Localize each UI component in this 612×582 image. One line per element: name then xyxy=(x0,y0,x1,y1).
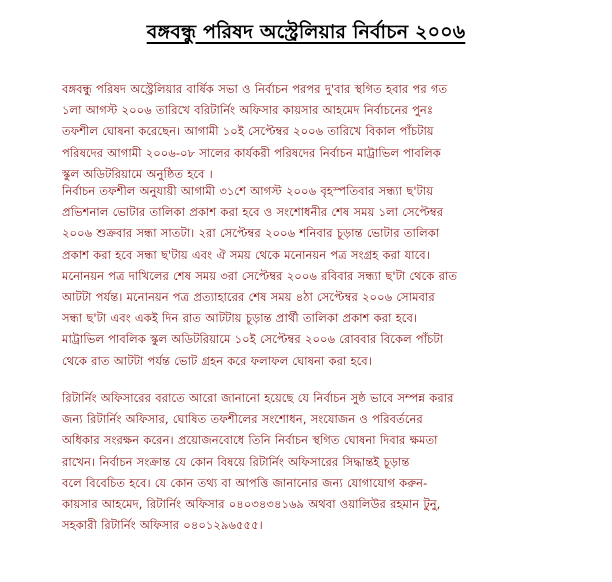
paragraph-line: বঙ্গবন্ধু পরিষদ অস্ট্রেলিয়ার বার্ষিক সভা ও নির্বাচন পরপর দু'বার স্থগিত হবার পর গত xyxy=(62,82,448,96)
paragraph-line: তফশীল ঘোষনা করেছেন। আগামী ১০ই সেপ্টেম্বর ২০০৬ তারিখে বিকাল পাঁচটায় xyxy=(62,124,434,139)
paragraph-line: বলে বিবেচিত হবে। যে কোন তথ্য বা আপত্তি জানানোর জন্য যোগাযোগ করুন- xyxy=(62,475,428,490)
paragraph-line: প্রভিশনাল ভোটার তালিকা প্রকাশ করা হবে ও সংশোধনীর শেষ সময় ১লা সেপ্টেম্বর xyxy=(62,205,444,220)
paragraph-line: অধিকার সংরক্ষন করেন। প্রয়োজনবোধে তিনি নির্বাচন স্থগিত ঘোষনা দিবার ক্ষমতা xyxy=(62,433,438,448)
paragraph-line: জন্য রিটার্নিং অফিসার, ঘোষিত তফশীলের সংশোধন, সংযোজন ও পরিবর্তনের xyxy=(62,412,423,427)
paragraph-line: সহকারী রিটার্নিং অফিসার ০৪০১২৯৬৫৫৫। xyxy=(62,518,263,533)
paragraph-line: কায়সার আহমেদ, রিটার্নিং অফিসার ০৪০৩৪৩৪১৬৯ অথবা ওয়ালিউর রহমান টুনু, xyxy=(62,497,441,512)
paragraph-line: সন্ধা ছ'টা এবং একই দিন রাত আটটায় চূড়ান্ত প্রার্থী তালিকা প্রকাশ করা হবে। xyxy=(62,311,418,326)
paragraph-election-schedule xyxy=(62,181,597,372)
paragraph-line: পরিষদের আগামী ২০০৬-০৮ সালের কার্যকরী পরিষদের নির্বাচন মাট্রাভিল পাবলিক xyxy=(62,145,441,160)
paragraph-election-announcement xyxy=(62,79,597,185)
paragraph-line: নির্বাচন তফশীল অনুযায়ী আগামী ৩১শে আগস্ট ২০০৬ বৃহস্পতিবার সন্ধ্যা ছ'টায় xyxy=(62,184,434,198)
document-title-text: বঙ্গবন্ধু পরিষদ অস্ট্রেলিয়ার নির্বাচন ২০০৬ xyxy=(146,21,466,43)
paragraph-line: ১লা আগস্ট ২০০৬ তারিখে বরিটার্নিং অফিসার কায়সার আহমেদ নির্বাচনের পুনঃ xyxy=(62,103,434,118)
paragraph-line: রাখেন। নির্বাচন সংক্রান্ত যে কোন বিষয়ে রিটার্নিং অফিসারের সিদ্ধান্তই চূড়ান্ত xyxy=(62,454,410,469)
paragraph-returning-officer-notes xyxy=(62,388,597,536)
paragraph-line: থেকে রাত আটটা পর্যন্ত ভোট গ্রহন করে ফলাফল ঘোষনা করা হবে। xyxy=(62,353,372,368)
paragraph-line: স্কুল অডিটরিয়ামে অনুষ্ঠিত হবে । xyxy=(62,166,213,181)
paragraph-line: রিটার্নিং অফিসারের বরাতে আরো জানানো হয়েছে যে নির্বাচন সুষ্ঠ ভাবে সম্পন্ন করার xyxy=(62,391,454,405)
paragraph-line: মনোনয়ন পত্র দাখিলের শেষ সময় ৩রা সেপ্টেম্বর ২০০৬ রবিবার সন্ধ্যা ছ'টা থেকে রাত xyxy=(62,268,458,283)
paragraph-line: আটটা পর্যন্ত। মনোনয়ন পত্র প্রত্যাহারের শেষ সময় ৪ঠা সেপ্টেম্বর ২০০৬ সোমবার xyxy=(62,290,435,305)
paragraph-line: ২০০৬ শুক্রবার সন্ধা সাতটা। ২রা সেপ্টেম্বর ২০০৬ শনিবার চূড়ান্ত ভোটার তালিকা xyxy=(62,226,440,241)
paragraph-line: মাট্রাভিল পাবলিক স্কুল অডিটরিয়ামে ১০ই সেপ্টেম্বর ২০০৬ রোববার বিকেল পাঁচটা xyxy=(62,332,444,347)
document-title xyxy=(0,18,612,50)
paragraph-line: প্রকাশ করা হবে সন্ধা ছ'টায় এবং ঐ সময় থেকে মনোনয়ন পত্র সংগ্রহ করা যাবে। xyxy=(62,247,430,262)
